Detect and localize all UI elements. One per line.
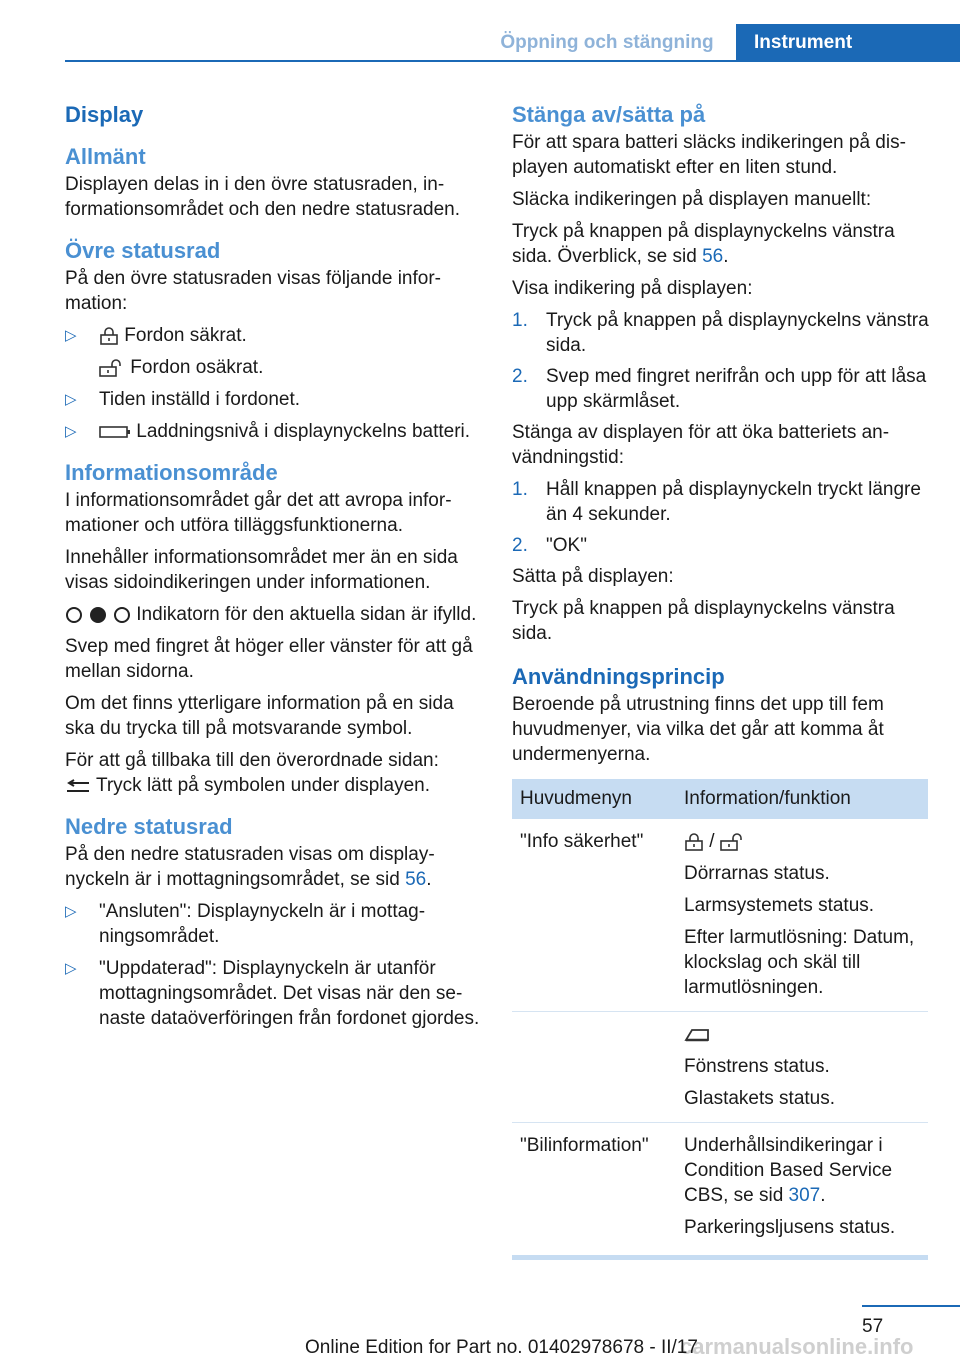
onoff-heading: Stänga av/sätta på bbox=[512, 102, 706, 127]
list-item bbox=[65, 956, 480, 1031]
list-item bbox=[512, 308, 932, 358]
edition-line: Online Edition for Part no. 01402978678 - II/17 bbox=[305, 1337, 698, 1358]
parking-light-status: Parkeringsljusens status. bbox=[684, 1217, 896, 1238]
lower-statusbar-intro bbox=[65, 842, 480, 892]
list-item bbox=[512, 364, 932, 414]
time-label: Tiden inställd i fordonet. bbox=[99, 389, 301, 410]
header-chapter-tab: Instrument bbox=[736, 24, 960, 62]
table-cell-info bbox=[676, 1012, 928, 1123]
list-item bbox=[512, 533, 932, 558]
triangle-bullet-icon: ▷ bbox=[65, 391, 77, 408]
triangle-bullet-icon: ▷ bbox=[65, 327, 77, 344]
left-column bbox=[65, 100, 480, 1039]
table-header-row bbox=[512, 779, 928, 819]
sunroof-status: Glastakets status. bbox=[684, 1088, 836, 1109]
back-intro: För att gå tillbaka till den överordnade sidan: bbox=[65, 750, 439, 771]
list-item bbox=[65, 323, 480, 380]
slash-separator: / bbox=[709, 831, 715, 852]
unlocked-label: Fordon osäkrat. bbox=[130, 357, 264, 378]
service-info bbox=[684, 1133, 920, 1208]
info-text-3 bbox=[65, 602, 480, 627]
general-heading: Allmänt bbox=[65, 144, 146, 169]
page-ref-link[interactable]: 307 bbox=[788, 1185, 821, 1206]
triangle-bullet-icon: ▷ bbox=[65, 903, 77, 920]
window-icon-line bbox=[684, 1022, 920, 1047]
info-text-5: Om det finns ytterligare information på en sida ska du trycka till på motsvarande symbol. bbox=[65, 693, 454, 739]
indicator-label: Indikatorn för den aktuella sidan är ifylld. bbox=[136, 604, 477, 625]
table-cell-menu bbox=[512, 1012, 676, 1123]
step-text: Håll knappen på displaynyckeln tryckt längre än 4 sekunder. bbox=[546, 479, 921, 525]
step-number: 1. bbox=[512, 310, 528, 331]
table-cell-menu: "Info säkerhet" bbox=[512, 819, 676, 1012]
table-bottom-bar bbox=[512, 1255, 928, 1260]
list-item bbox=[65, 419, 480, 444]
table-row bbox=[512, 1012, 928, 1123]
battery-icon bbox=[99, 425, 131, 439]
window-status: Fönstrens status. bbox=[684, 1056, 830, 1077]
page-ref-link[interactable]: 56 bbox=[702, 246, 724, 267]
table-col-header: Huvudmenyn bbox=[512, 779, 676, 819]
info-area-heading: Informationsområde bbox=[65, 460, 278, 485]
onoff-text-4: Visa indikering på displayen: bbox=[512, 278, 753, 299]
onoff-text-3b: . bbox=[723, 246, 729, 267]
step-text: Tryck på knappen på displaynyckelns vänstra sida. bbox=[546, 310, 929, 356]
list-item bbox=[512, 477, 932, 527]
table-col-header: Information/funktion bbox=[676, 779, 928, 819]
onoff-text-5: Stänga av displayen för att öka batteriets användningstid: bbox=[512, 422, 890, 468]
page-number: 57 bbox=[862, 1316, 884, 1337]
service-text: Underhållsindikeringar i Condition Based Service CBS, se sid bbox=[684, 1135, 893, 1206]
lock-open-icon bbox=[99, 359, 125, 377]
lock-closed-icon bbox=[684, 833, 704, 851]
onoff-text-3a: Tryck på knappen på displaynyckelns vänstra sida. Överblick, se sid bbox=[512, 221, 895, 267]
lower-intro-end: . bbox=[426, 869, 432, 890]
door-status: Dörrarnas status. bbox=[684, 863, 830, 884]
triangle-bullet-icon: ▷ bbox=[65, 960, 77, 977]
steps-turn-off bbox=[512, 477, 932, 558]
back-instruction: Tryck lätt på symbolen under displayen. bbox=[95, 775, 431, 796]
back-arrow-icon bbox=[65, 779, 91, 793]
step-text: Svep med fingret nerifrån och upp för att låsa upp skärmlåset. bbox=[546, 366, 927, 412]
upper-statusbar-list bbox=[65, 323, 480, 444]
connected-label: "Ansluten": Displaynyckeln är i mottagningsområdet. bbox=[99, 901, 426, 947]
lower-statusbar-list bbox=[65, 899, 480, 1031]
table-cell-menu: "Bilinformation" bbox=[520, 1135, 649, 1156]
page-indicator-dots-icon bbox=[65, 606, 131, 624]
window-icon bbox=[684, 1026, 710, 1044]
step-number: 2. bbox=[512, 535, 528, 556]
menu-table bbox=[512, 779, 928, 1251]
onoff-text-3 bbox=[512, 219, 932, 269]
info-text-1: I informationsområdet går det att avropa informationer och utföra tilläggsfunktionerna. bbox=[65, 490, 452, 536]
step-text: "OK" bbox=[546, 535, 587, 556]
list-item bbox=[65, 387, 480, 412]
table-row bbox=[512, 1123, 928, 1252]
unlocked-line bbox=[99, 355, 480, 380]
lock-open-icon bbox=[720, 833, 746, 851]
lock-status-icons bbox=[684, 829, 920, 854]
table-row bbox=[512, 819, 928, 1012]
service-end: . bbox=[820, 1185, 826, 1206]
onoff-text-7: Tryck på knappen på displaynyckelns vänstra sida. bbox=[512, 598, 895, 644]
footer-rule bbox=[862, 1305, 960, 1307]
usage-text: Beroende på utrustning finns det upp till fem huvudmenyer, via vilka det går att komma åt undermenyerna. bbox=[512, 694, 884, 765]
onoff-text-2: Släcka indikeringen på displayen manuellt: bbox=[512, 189, 872, 210]
upper-statusbar-heading: Övre statusrad bbox=[65, 238, 221, 263]
triangle-bullet-icon: ▷ bbox=[65, 423, 77, 440]
header-section-tab: Öppning och stängning bbox=[500, 32, 714, 53]
lock-closed-icon bbox=[99, 327, 119, 345]
list-item bbox=[65, 899, 480, 949]
step-number: 2. bbox=[512, 366, 528, 387]
table-cell-info bbox=[676, 1123, 928, 1252]
locked-label: Fordon säkrat. bbox=[124, 325, 247, 346]
page-ref-link[interactable]: 56 bbox=[405, 869, 427, 890]
info-text-6 bbox=[65, 748, 480, 798]
page-title: Display bbox=[65, 102, 144, 127]
battery-label: Laddningsnivå i displaynyckelns batteri. bbox=[136, 421, 471, 442]
lower-intro-text: På den nedre statusraden visas om displaynyckeln är i mottagningsområdet, se sid bbox=[65, 844, 435, 890]
header-rule bbox=[65, 60, 960, 62]
onoff-text-1: För att spara batteri släcks indikeringen på displayen automatiskt efter en liten stund. bbox=[512, 132, 906, 178]
table-cell-info bbox=[676, 819, 928, 1012]
info-text-2: Innehåller informationsområdet mer än en sida visas sidoindikeringen under informationen. bbox=[65, 547, 458, 593]
info-text-4: Svep med fingret åt höger eller vänster för att gå mellan sidorna. bbox=[65, 636, 473, 682]
general-text: Displayen delas in i den övre statusraden, informationsområdet och den nedre statusraden. bbox=[65, 174, 461, 220]
updated-label: "Uppdaterad": Displaynyckeln är utanför mottagningsområdet. Det visas när den senaste dataöverföringen från fordonet gjordes. bbox=[99, 958, 480, 1029]
step-number: 1. bbox=[512, 479, 528, 500]
alarm-status: Larmsystemets status. bbox=[684, 895, 875, 916]
right-column bbox=[512, 100, 932, 1260]
upper-statusbar-intro: På den övre statusraden visas följande information: bbox=[65, 268, 441, 314]
usage-heading: Användningsprincip bbox=[512, 664, 725, 689]
lower-statusbar-heading: Nedre statusrad bbox=[65, 814, 233, 839]
onoff-text-6: Sätta på displayen: bbox=[512, 566, 674, 587]
watermark: carmanualsonline.info bbox=[680, 1334, 914, 1359]
alarm-trigger-info: Efter larmutlösning: Datum, klockslag och skäl till larmutlösningen. bbox=[684, 927, 915, 998]
steps-show-display bbox=[512, 308, 932, 414]
